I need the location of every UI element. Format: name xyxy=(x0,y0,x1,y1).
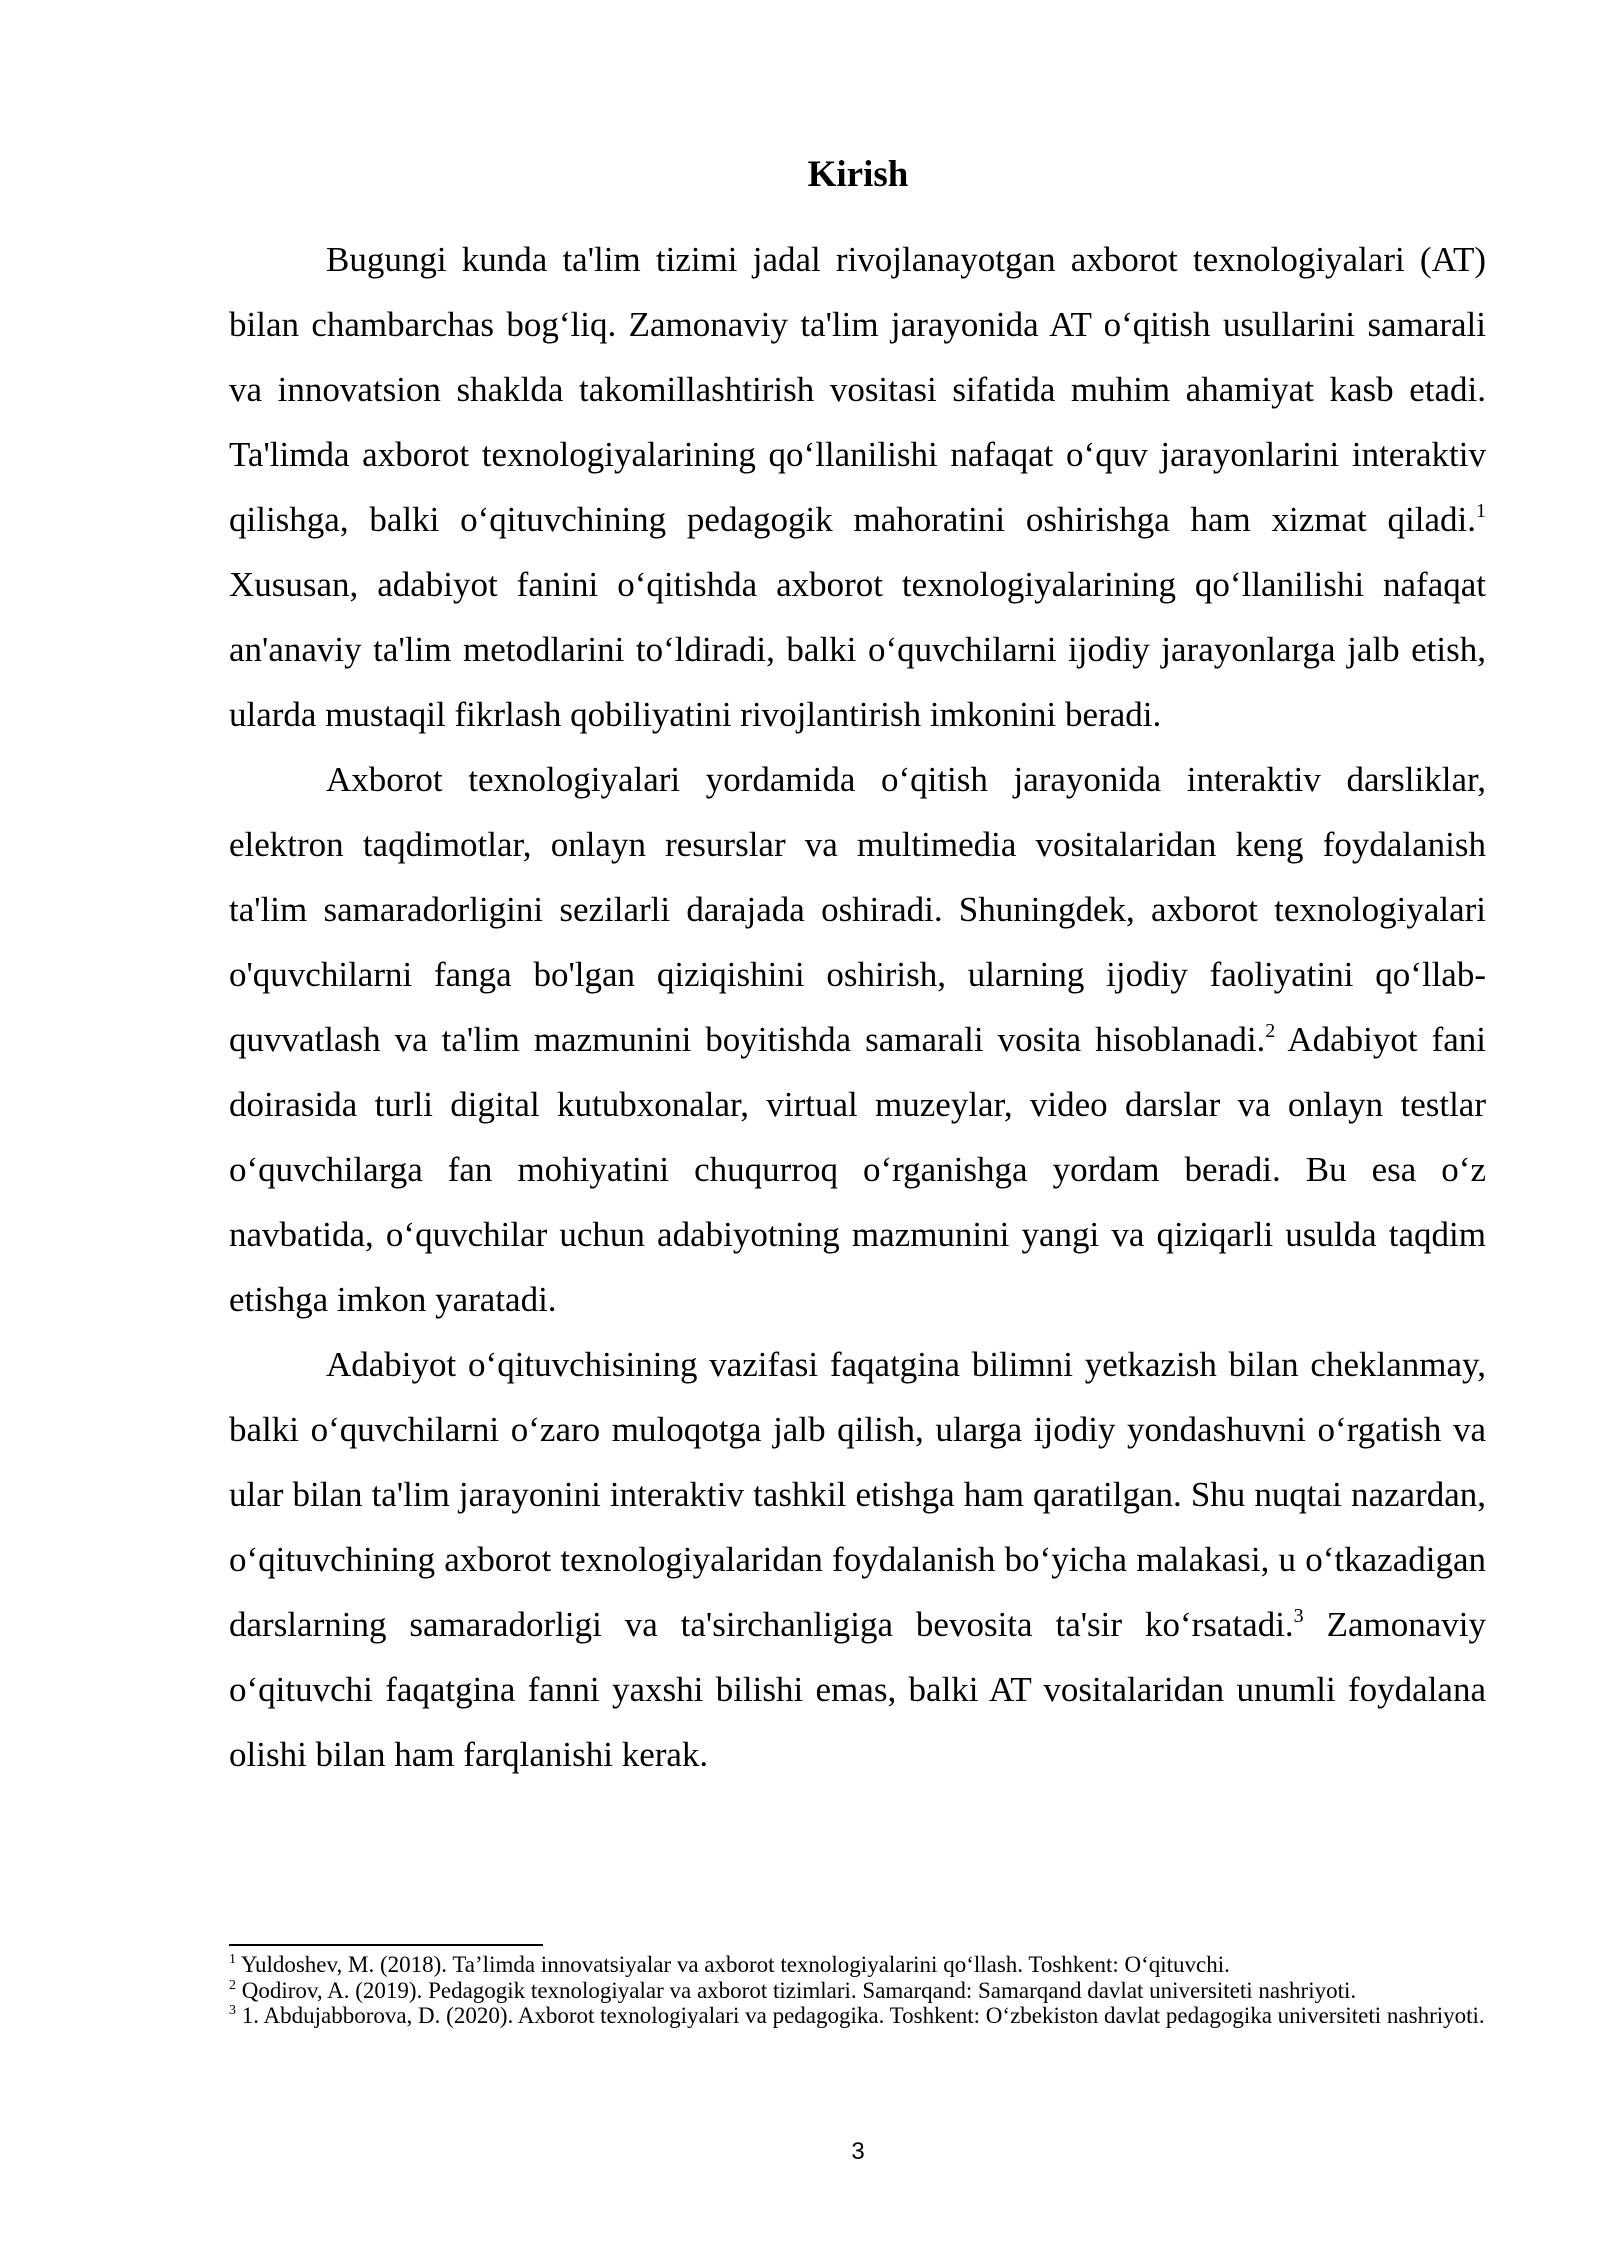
body-text xyxy=(229,227,1486,1787)
footnote-text: Qodirov, A. (2019). Pedagogik texnologiyalar va axborot tizimlari. Samarqand: Samarqand davlat universiteti nashriyoti. xyxy=(236,1977,1357,2003)
paragraph-text: Zamonaviy o‘qituvchi faqatgina fanni yaxshi bilishi emas, balki AT vositalaridan unumli foydalana olishi bilan ham farqlanishi kerak. xyxy=(229,1605,1486,1774)
footnote-3 xyxy=(229,2003,1486,2029)
footnote-divider xyxy=(229,1944,543,1946)
footnote-ref-3: 3 xyxy=(1293,1605,1304,1627)
paragraph-text: Axborot texnologiyalari yordamida o‘qitish jarayonida interaktiv darsliklar, elektron taqdimotlar, onlayn resurslar va multimedia vositalaridan keng foydalanish ta'lim samaradorligini sezilarli darajada oshiradi. Shuningdek, axborot texnologiyalari o'quvchilarni fanga bo'lgan qiziqishini oshirish, ularning ijodiy faoliyatini qo‘llab-quvvatlash va ta'lim mazmunini boyitishda samarali vosita hisoblanadi. xyxy=(229,760,1486,1059)
footnotes xyxy=(229,1952,1486,2029)
paragraph-text: Bugungi kunda ta'lim tizimi jadal rivojlanayotgan axborot texnologiyalari (AT) bilan chambarchas bog‘liq. Zamonaviy ta'lim jarayonida AT o‘qitish usullarini samarali va innovatsion shaklda takomillashtirish vositasi sifatida muhim ahamiyat kasb etadi. Ta'limda axborot texnologiyalarining qo‘llanilishi nafaqat o‘quv jarayonlarini interaktiv qilishga, balki o‘qituvchining pedagogik mahoratini oshirishga ham xizmat qiladi. xyxy=(229,240,1486,539)
paragraph-1 xyxy=(229,227,1486,747)
page-number: 3 xyxy=(851,2138,865,2165)
paragraph-text: Adabiyot fani doirasida turli digital kutubxonalar, virtual muzeylar, video darslar va onlayn testlar o‘quvchilarga fan mohiyatini chuqurroq o‘rganishga yordam beradi. Bu esa o‘z navbatida, o‘quvchilar uchun adabiyotning mazmunini yangi va qiziqarli usulda taqdim etishga imkon yaratadi. xyxy=(229,1020,1486,1319)
paragraph-text: Adabiyot o‘qituvchisining vazifasi faqatgina bilimni yetkazish bilan cheklanmay, balki o‘quvchilarni o‘zaro muloqotga jalb qilish, ularga ijodiy yondashuvni o‘rgatish va ular bilan ta'lim jarayonini interaktiv tashkil etishga ham qaratilgan. Shu nuqtai nazardan, o‘qituvchining axborot texnologiyalaridan foydalanish bo‘yicha malakasi, u o‘tkazadigan darslarning samaradorligi va ta'sirchanligiga bevosita ta'sir ko‘rsatadi. xyxy=(229,1345,1486,1644)
footnote-ref-2: 2 xyxy=(1265,1020,1276,1042)
page-title: Kirish xyxy=(807,154,909,195)
paragraph-3 xyxy=(229,1332,1486,1787)
footnote-number: 3 xyxy=(229,2003,236,2018)
footnote-number: 2 xyxy=(229,1977,236,1993)
footnote-1 xyxy=(229,1952,1486,1978)
footnote-ref-1: 1 xyxy=(1476,500,1486,522)
paragraph-2 xyxy=(229,747,1486,1332)
footnote-text: Yuldoshev, M. (2018). Ta’limda innovatsiyalar va axborot texnologiyalarini qo‘llash. Toshkent: O‘qituvchi. xyxy=(236,1952,1230,1977)
paragraph-text: Xususan, adabiyot fanini o‘qitishda axborot texnologiyalarining qo‘llanilishi nafaqat an'anaviy ta'lim metodlarini to‘ldiradi, balki o‘quvchilarni ijodiy jarayonlarga jalb etish, ularda mustaqil fikrlash qobiliyatini rivojlantirish imkonini beradi. xyxy=(229,565,1486,734)
footnote-2 xyxy=(229,1978,1486,2004)
footnote-number: 1 xyxy=(229,1952,236,1967)
footnote-text: 1. Abdujabborova, D. (2020). Axborot texnologiyalari va pedagogika. Toshkent: O‘zbekiston davlat pedagogika universiteti nashriyoti. xyxy=(236,2003,1485,2028)
